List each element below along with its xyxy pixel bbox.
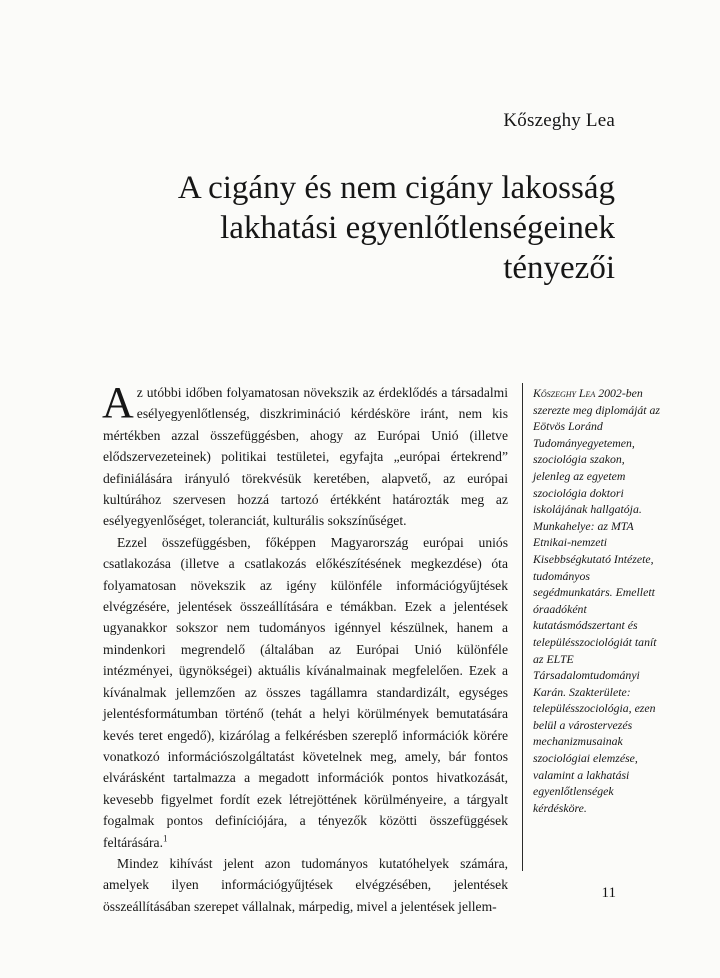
paragraph xyxy=(102,378,508,532)
bio-author-name: Kőszeghy Lea xyxy=(533,386,596,400)
paragraph xyxy=(103,532,508,853)
page-number: 11 xyxy=(601,885,616,901)
article-title xyxy=(95,168,615,288)
author-bio-sidebar xyxy=(533,385,661,816)
column-divider xyxy=(522,383,523,871)
paragraph-text: Ezzel összefüggésben, főképpen Magyarország európai uniós csatlakozása (illetve a csatlakozás előkészítésének megkezdése) óta folyamatosan növekszik az igény különféle információgyűjtések elvégzésére, jelentések összeállítására e témákban. Ezek a jelentések ugyanakkor sokszor nem tudományos igénnyel készülnek, hanem a mindenkori megrendelő (általában az Európai Unió különféle intézményei, ügynökségei) aktuális kívánalmainak megfelelően. Ezek a kívánalmak jellemzően az összes tagállamra standardizált, egységes jelentésformátumban történő (tehát a helyi körülmények bemutatására kevés teret engedő), kizárólag a felkérésben szereplő információk körére vonatkozó információszolgáltatást követelnek meg, amely, bár fontos elvárásként tartalmazza a megadott információk pontos hivatkozását, kevesebb figyelmet fordít ezek létrejöttének körülményeire, a tárgyalt fogalmak pontos definíciójára, a tényezők közötti összefüggések feltárására. xyxy=(103,534,508,850)
article-body xyxy=(102,378,508,917)
title-line: tényezői xyxy=(503,250,615,286)
title-line: A cigány és nem cigány lakosság xyxy=(177,170,615,206)
footnote-marker: 1 xyxy=(163,833,168,843)
title-line: lakhatási egyenlőtlenségeinek xyxy=(220,210,615,246)
paragraph-text: Mindez kihívást jelent azon tudományos kutatóhelyek számára, amelyek ilyen információgyűjtések elvégzésében, jelentések összeállításában szerepet vállalnak, márpedig, mivel a jelentések jellem- xyxy=(103,855,508,914)
paragraph xyxy=(103,853,508,917)
drop-cap: A xyxy=(102,378,134,427)
paragraph-text: z utóbbi időben folyamatosan növekszik az érdeklődés a társadalmi esélyegyenlőtlenség, diszkrimináció kérdésköre iránt, nem kis mértékben azzal összefüggésben, ahogy az Európai Unió (illetve elődszervezeteinek) politikai testületei, egyfajta „európai értekrend” definiálására irányuló törekvésük keretében, alapvető, az európai kultúrához szervesen hozzá tartozó értékként határozták meg az esélyegyenlőséget, toleranciát, kulturális sokszínűséget. xyxy=(103,385,508,529)
bio-text: 2002-ben szerezte meg diplomáját az Eötvös Loránd Tudományegyetemen, szociológia szakon, jelenleg az egyetem szociológia doktori iskolájának hallgatója. Munkahelye: az MTA Etnikai-nemzeti Kisebbségkutató Intézete, tudományos segédmunkatárs. Emellett óraadóként kutatásmódszertant és településszociológiát tanít az ELTE Társadalomtudományi Karán. Szakterülete: településszociológia, ezen belül a várostervezés mechanizmusainak szociológiai elemzése, valamint a lakhatási egyenlőtlenségek kérdésköre. xyxy=(533,386,661,815)
author-name: Kőszeghy Lea xyxy=(503,110,615,131)
